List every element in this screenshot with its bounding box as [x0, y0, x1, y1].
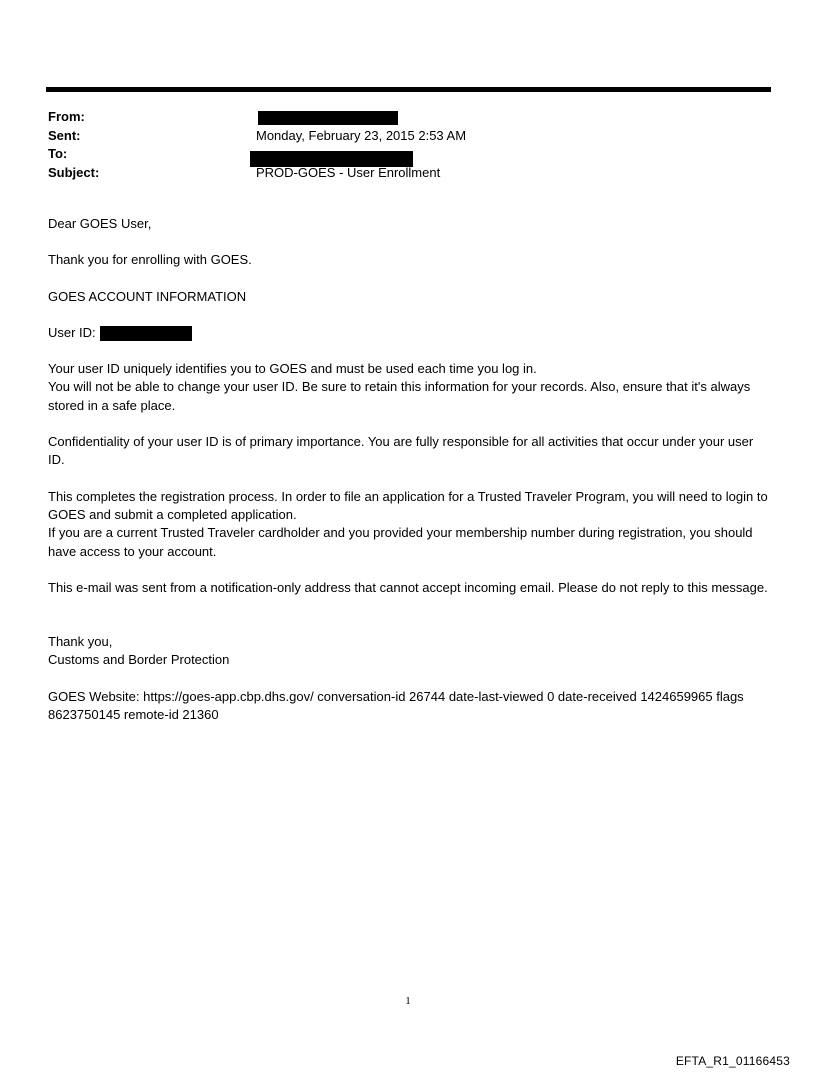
sent-value: Monday, February 23, 2015 2:53 AM	[256, 127, 467, 143]
document-id: EFTA_R1_01166453	[675, 1054, 790, 1068]
from-value	[256, 108, 398, 127]
user-id-paragraph-line2: You will not be able to change your user ID. Be sure to retain this information for your records. Also, ensure that it's always stored in a safe place.	[48, 379, 751, 413]
notification-paragraph: This e-mail was sent from a notification-only address that cannot accept incoming email. Please do not reply to this message.	[48, 579, 768, 595]
confidentiality-paragraph: Confidentiality of your user ID is of primary importance. You are fully responsible for all activities that occur under your user ID.	[48, 434, 754, 468]
sent-row	[48, 127, 768, 146]
user-id-line	[48, 324, 768, 342]
header-rule	[46, 87, 771, 92]
registration-paragraph-line2: If you are a current Trusted Traveler cardholder and you provided your membership number during registration, you should have access to your account.	[48, 525, 753, 559]
thanks-enrolling: Thank you for enrolling with GOES.	[48, 252, 252, 268]
user-id-paragraph-line1: Your user ID uniquely identifies you to GOES and must be used each time you log in.	[48, 361, 537, 377]
from-label: From:	[48, 109, 85, 124]
greeting: Dear GOES User,	[48, 216, 152, 231]
redaction-block	[258, 111, 398, 125]
website-line: GOES Website: https://goes-app.cbp.dhs.gov/ conversation-id 26744 date-last-viewed 0 date-received 1424659965 flags 8623750145 remote-id 21360	[48, 688, 744, 723]
subject-label: Subject:	[48, 164, 100, 180]
redaction-block	[100, 326, 192, 341]
closing: Thank you,	[48, 634, 113, 650]
email-body	[48, 215, 768, 724]
account-heading: GOES ACCOUNT INFORMATION	[48, 288, 247, 304]
subject-row	[48, 164, 768, 183]
sent-label: Sent:	[48, 127, 81, 143]
user-id-label: User ID:	[48, 324, 96, 340]
subject-value: PROD-GOES - User Enrollment	[256, 164, 441, 180]
email-header	[48, 108, 768, 182]
registration-paragraph-line1: This completes the registration process. In order to file an application for a Trusted Traveler Program, you will need to login to GOES and submit a completed application.	[48, 488, 768, 522]
signature: Customs and Border Protection	[48, 652, 230, 668]
to-label: To:	[48, 146, 68, 162]
page-number: 1	[405, 995, 411, 1007]
to-row	[48, 145, 768, 164]
from-row	[48, 108, 768, 127]
